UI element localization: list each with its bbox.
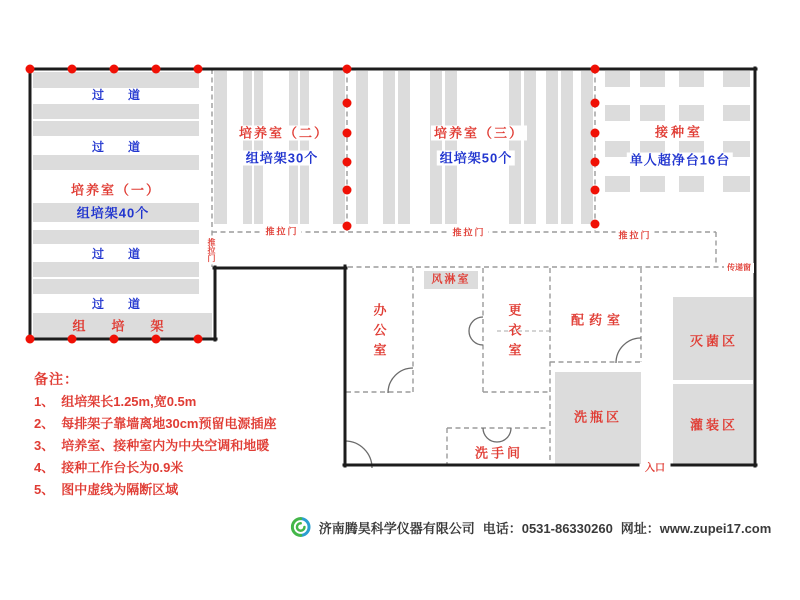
- footer: [291, 517, 772, 537]
- footer-website: 网址：www.zupei17.com: [620, 520, 772, 536]
- culture-room-3-shelves: [356, 71, 593, 224]
- culture-room-1-rack-row: 组 培 架: [72, 318, 164, 334]
- note-num: 2、: [34, 416, 55, 431]
- note-text: 接种工作台长为0.9米: [61, 460, 184, 475]
- restroom-label: 洗手间: [474, 445, 524, 461]
- office-label: 办公室: [371, 303, 387, 363]
- note-text: 培养室、接种室内为中央空调和地暖: [61, 438, 270, 453]
- note-num: 1、: [34, 394, 55, 409]
- aisle-label-1: 过 道: [91, 88, 141, 102]
- note-item-5: [34, 479, 276, 501]
- notes-block: [34, 368, 276, 501]
- note-text: 图中虚线为隔断区域: [61, 482, 179, 497]
- culture-room-3-name: 培养室（三）: [431, 126, 527, 141]
- sliding-door-label-vertical: 推拉门: [204, 237, 218, 263]
- note-text: 组培架长1.25m,宽0.5m: [61, 394, 197, 409]
- culture-room-1-name: 培养室（一）: [70, 182, 162, 198]
- note-item-1: [34, 391, 276, 413]
- culture-room-2-racks: 组培架30个: [243, 151, 321, 166]
- restroom-door-arc: [483, 428, 511, 442]
- changing-room-label: 更衣室: [506, 303, 522, 363]
- note-num: 3、: [34, 438, 55, 453]
- footer-phone: 电话：0531-86330260: [482, 520, 613, 536]
- changing-room-door-arc: [469, 317, 483, 345]
- bottle-washing-area-label: 洗瓶区: [573, 409, 623, 425]
- inoculation-room-name: 接种室: [652, 125, 706, 140]
- zone-boxes: [424, 271, 753, 464]
- air-shower-label: 风淋室: [431, 273, 471, 286]
- notes-title: 备注：: [34, 371, 79, 387]
- dispensing-room-label: 配药室: [570, 312, 626, 328]
- culture-room-3-racks: 组培架50个: [437, 151, 515, 166]
- note-item-4: [34, 457, 276, 479]
- sliding-door-label-1: 推拉门: [262, 227, 301, 238]
- office-door-arc: [388, 368, 413, 393]
- inoculation-room-benches-label: 单人超净台16台: [627, 153, 733, 168]
- footer-company: 济南腾昊科学仪器有限公司: [318, 520, 475, 536]
- sliding-door-label-3: 推拉门: [615, 231, 654, 242]
- aisle-label-3: 过 道: [91, 247, 141, 261]
- culture-room-2-name: 培养室（二）: [236, 126, 332, 141]
- note-text: 每排架子靠墙离地30cm预留电源插座: [61, 416, 277, 431]
- note-num: 4、: [34, 460, 55, 475]
- note-num: 5、: [34, 482, 55, 497]
- filling-area-label: 灌装区: [689, 417, 739, 433]
- note-item-2: [34, 413, 276, 435]
- culture-room-1-racks: 组培架40个: [76, 205, 150, 221]
- aisle-label-2: 过 道: [91, 140, 141, 154]
- pass-window-label: 传递窗: [724, 263, 754, 273]
- note-item-3: [34, 435, 276, 457]
- aisle-label-4: 过 道: [91, 297, 141, 311]
- company-logo-icon: [291, 517, 311, 537]
- dispensing-door-arc: [616, 338, 641, 363]
- entrance-label: 入口: [642, 463, 668, 475]
- sliding-door-label-2: 推拉门: [449, 228, 488, 239]
- sterilization-area-label: 灭菌区: [689, 333, 739, 349]
- culture-room-2-shelves: [214, 71, 345, 224]
